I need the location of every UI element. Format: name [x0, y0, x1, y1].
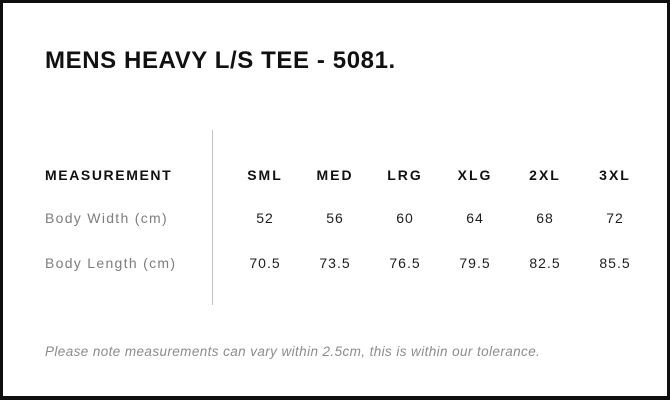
column-header-lrg: LRG — [387, 167, 423, 183]
body-width-sml: 52 — [256, 210, 274, 226]
table-header-row — [3, 165, 667, 185]
size-table — [3, 130, 667, 305]
table-row-body-width — [3, 208, 667, 228]
body-width-xlg: 64 — [466, 210, 484, 226]
body-width-3xl: 72 — [606, 210, 624, 226]
body-width-lrg: 60 — [396, 210, 414, 226]
column-header-med: MED — [316, 167, 354, 183]
table-row-body-length — [3, 253, 667, 273]
column-header-3xl: 3XL — [599, 167, 631, 183]
body-width-med: 56 — [326, 210, 344, 226]
column-header-2xl: 2XL — [529, 167, 561, 183]
tolerance-note: Please note measurements can vary within 2.5cm, this is within our tolerance. — [45, 344, 541, 359]
body-length-2xl: 82.5 — [529, 255, 561, 271]
column-header-sml: SML — [247, 167, 283, 183]
column-header-measurement: MEASUREMENT — [45, 167, 173, 183]
body-length-med: 73.5 — [319, 255, 351, 271]
product-title: MENS HEAVY L/S TEE - 5081. — [45, 47, 396, 74]
body-length-lrg: 76.5 — [389, 255, 421, 271]
body-length-xlg: 79.5 — [459, 255, 491, 271]
column-header-xlg: XLG — [457, 167, 493, 183]
body-length-sml: 70.5 — [249, 255, 281, 271]
body-length-3xl: 85.5 — [599, 255, 631, 271]
row-label-body-length: Body Length (cm) — [45, 255, 177, 271]
row-label-body-width: Body Width (cm) — [45, 210, 168, 226]
body-width-2xl: 68 — [536, 210, 554, 226]
